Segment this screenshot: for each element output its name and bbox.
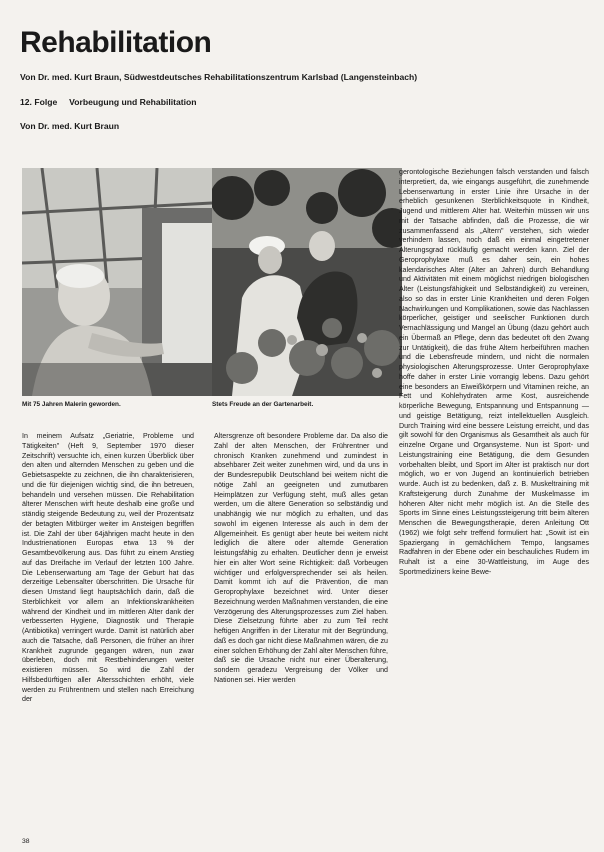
byline-author: Von Dr. med. Kurt Braun [20, 121, 120, 131]
article-title: Rehabilitation [20, 26, 212, 59]
photo-caption: Mit 75 Jahren Malerin geworden. [22, 401, 121, 408]
body-column: gerontologische Beziehungen falsch verstanden und falsch interpretiert, da, wie eingangs ausgeführt, die zunehmende Lebenserwartung in erster Linie ihre Ursache in der erheblich gesunkenen Sterblichkeitsquote in Kindheit, Jugend und mittlerem Alter hat. Weiterhin müssen wir uns mit der Tatsache abfinden, daß die Prozesse, die wir zusammenfassend als „Altern" verstehen, sich wieder verhindern lassen, noch daß ein einmal eingetretener Alterungsgrad rückläufig gemacht werden kann. Ziel der Geroprophylaxe muß es daher sein, ein hohes kalendarisches Alter (Alter an Jahren) durch Behandlung und Aktivitäten mit einem möglichst niedrigen biologischen Alter (Leistungsfähigkeit und Selbständigkeit) zu vereinen, also so das in erster Linie Krankheiten und deren Folgen Nachwirkungen und Komplikationen, sowie das Nachlassen körperlicher, geistiger und seelischer Funktionen durch Vernachlässigung und Mangel an Übung (dazu gehört auch ein Übermaß an Pflege, denn das bedeutet oft den Zwang zur Untätigkeit), die das frühe Altern herbeiführen machen und die Lebensfreude mindern, und nicht die normalen physiologischen Alterungsprozesse. Unter Geroprophylaxe hoffe daher in erster Linie vorrangig lebens. Dazu gehört eine besonders an Eiweißkörpern und Vitaminen reiche, an Fett und Kohlehydraten arme Kost, ausreichende körperliche Bewegung, Entspannung und Entspannung — und geistige Betätigung, reizt intellektuellen Ausgleich. Durch Training wird eine bessere Leistung erreicht, und das gilt sowohl für den Organismus als Gesamtheit als auch für einzelne Organe und Organsysteme. Nun ist Sport- und Leistungstraining eine Betätigung, die dem Gesunden vorbehalten bleibt, und Sport im Alter ist praktisch nur dort möglich, wo er von Jugend an kontinuierlich betrieben wurde. Auch ist zu bedenken, daß z. B. Muskeltraining mit Kraftsteigerung durch Zunahme der Muskelmasse im höheren Alter nicht mehr möglich ist. An die Stelle des Sports im Sinne eines Leistungssteigerung tritt beim älteren Menschen die Bewegungstherapie, deren Anleitung Ott (1962) wie folgt sehr treffend formuliert hat: „Sowit ist ein Spaziergang in gemächlichem Tempo, langsames Radfahren in der Ebene oder ein beschauliches Rudern im Ruhalt ist a eine 30-Wattleistung, im Auge des Sportmediziners keine Bewe- [399, 168, 589, 576]
nurse-and-patient-gardening-photo [212, 168, 402, 396]
byline-institution: Von Dr. med. Kurt Braun, Südwestdeutsches Rehabilitationszentrum Karlsbad (Langensteinbach) [20, 72, 418, 82]
page-number: 38 [22, 838, 30, 845]
photo-caption: Stets Freude an der Gartenarbeit. [212, 401, 314, 408]
body-column: In meinem Aufsatz „Geriatrie, Probleme und Tätigkeiten" (Heft 9, September 1970 dieser Zeitschrift) versuchte ich, einen kurzen Überblick über den alten und alternden Menschen zu geben und die Gebietsaspekte zu zeichnen, die ihn charakterisieren, und die für diejenigen wichtig sind, die ihn betreuen, behandeln und versehen müssen. Die Rehabilitation älterer Menschen wirft heute deshalb eine große und ständig steigende Bedeutung zu, weil der Prozentsatz der betagten Mitbürger weiter im Ansteigen begriffen ist. Die Zahl der über 64jährigen macht heute in den Industrienationen Europas etwa 13 % der Gesamtbevölkerung aus. Das führt zu einem Anstieg auf das Dreifache im Verlauf der letzten 100 Jahre. Die Lebenserwartung am Tage der Geburt hat das derzeitige Lebensalter überschritten. Die Ursache für diesen Umstand liegt hauptsächlich darin, daß die Sterblichkeit vor allem an Infektionskrankheiten während der Kindheit und im mittleren Alter dank der verbesserten Hygiene, Diagnostik und Therapie (Antibiotika) verringert wurde. Damit ist natürlich aber auch die Tatsache, daß Personen, die früher an ihrer Krankheit zugrunde gegangen wären, nun zwar überleben, doch mit Restbehinderungen weiter existieren müssen. So wird die Zahl der Hilfsbedürftigen aller Altersschichten erhöht, viele werden zu Frührentnern und stellen nach Erreichung der [22, 432, 194, 704]
series-heading: 12. Folge Vorbeugung und Rehabilitation [20, 97, 197, 107]
elderly-woman-painting-photo [22, 168, 212, 396]
body-column: Altersgrenze oft besondere Probleme dar. Da also die Zahl der alten Menschen, der Frührentner und chronisch Kranken zunehmend und zumindest in absehbarer Zeit weiter zunehmen wird, und da uns in der Bundesrepublik Deutschland bei weitem nicht die nötige Zahl an geeigneten und zumutbaren Heimplätzen zur Verfügung steht, muß alles getan werden, um die ältere Generation so selbständig und unabhängig wie nur möglich zu erhalten, und das sowohl im eigenen Interesse als auch in dem der Allgemeinheit. Es genügt aber heute bei weitem nicht lediglich die ältere oder alternde Generation leistungsfähig zu erhalten. Deutlicher denn je erweist hier ein alter Wort seine Richtigkeit: daß Vorbeugen wichtiger und erfolgversprechender sei als heilen. Damit kommt ich auf die Prävention, die man Geroprophylaxe bezeichnet wird. Unter dieser Bezeichnung werden Maßnahmen verstanden, die eine Verzögerung des Alterungsprozesses zum Ziel haben. Diese Zielsetzung führte aber zu zum Teil recht heftigen Angriffen in der Literatur mit der Begründung, daß es doch gar nicht diese Maßnahmen wären, die zu einer solchen Erhöhung der Zahl alter Menschen führe, daß sie die Ursache nicht nur einer Überalterung, sondern geradezu Vergreisung der Völker und Nationen sei. Hier werden [214, 432, 388, 684]
